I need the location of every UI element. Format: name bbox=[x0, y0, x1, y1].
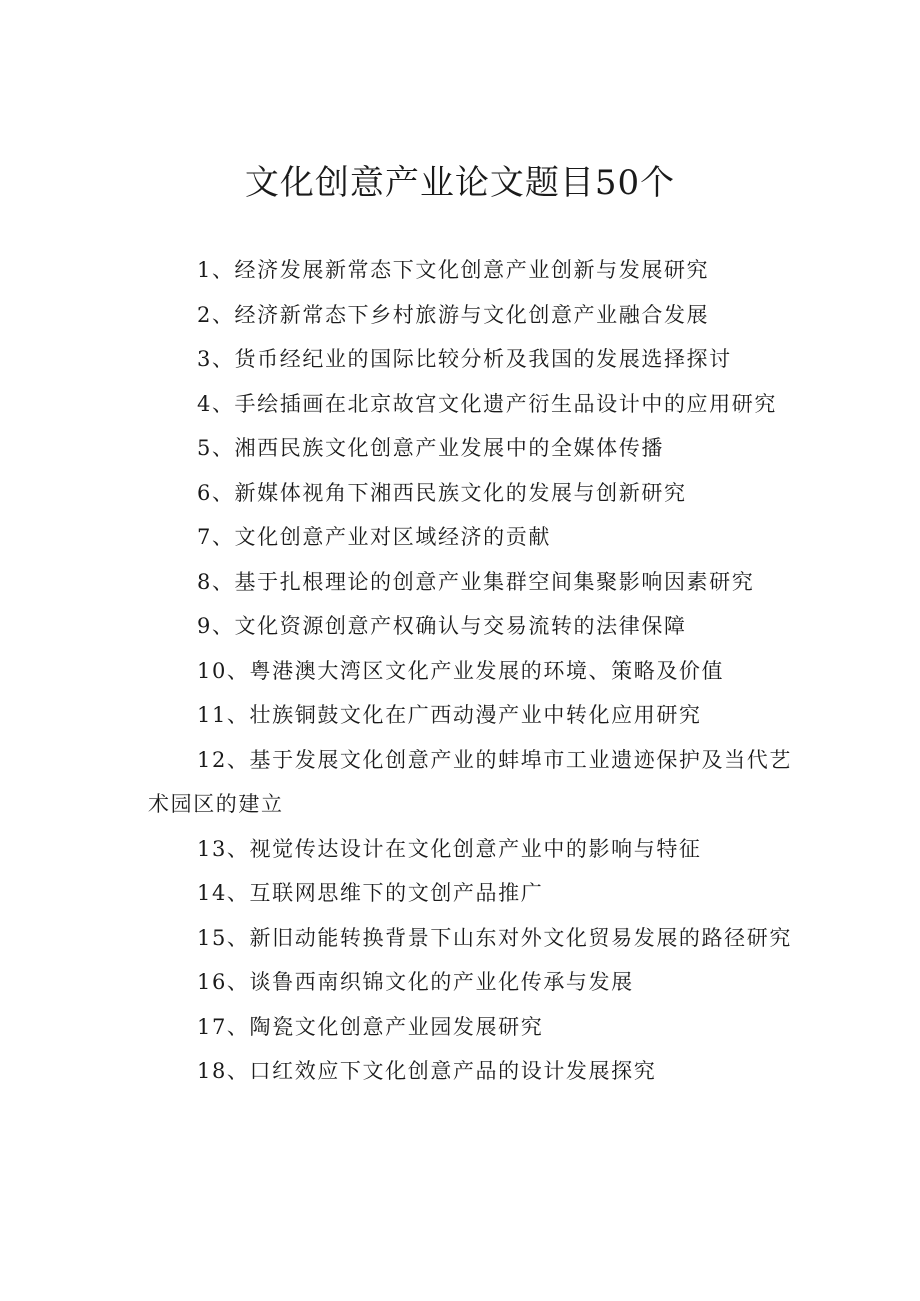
topic-item: 11、壮族铜鼓文化在广西动漫产业中转化应用研究 bbox=[197, 703, 702, 727]
topic-item: 15、新旧动能转换背景下山东对外文化贸易发展的路径研究 bbox=[197, 925, 792, 950]
topic-item: 13、视觉传达设计在文化创意产业中的影响与特征 bbox=[197, 836, 702, 861]
topic-item: 6、新媒体视角下湘西民族文化的发展与创新研究 bbox=[197, 480, 687, 505]
topic-item: 10、粤港澳大湾区文化产业发展的环境、策略及价值 bbox=[197, 658, 725, 683]
topic-item: 4、手绘插画在北京故宫文化遗产衍生品设计中的应用研究 bbox=[197, 391, 777, 416]
topic-item: 16、谈鲁西南织锦文化的产业化传承与发展 bbox=[197, 970, 634, 994]
topic-item: 5、湘西民族文化创意产业发展中的全媒体传播 bbox=[197, 436, 664, 460]
topic-item: 8、基于扎根理论的创意产业集群空间集聚影响因素研究 bbox=[197, 569, 755, 594]
topic-list bbox=[148, 248, 808, 1094]
topic-item: 7、文化创意产业对区域经济的贡献 bbox=[197, 525, 551, 549]
topic-item: 14、互联网思维下的文创产品推广 bbox=[197, 881, 544, 905]
document-title: 文化创意产业论文题目50个 bbox=[244, 163, 676, 203]
topic-item: 3、货币经纪业的国际比较分析及我国的发展选择探讨 bbox=[197, 347, 732, 371]
topic-item: 12、基于发展文化创意产业的蚌埠市工业遗迹保护及当代艺术园区的建立 bbox=[148, 747, 792, 816]
topic-item: 18、口红效应下文化创意产品的设计发展探究 bbox=[197, 1059, 657, 1083]
topic-item: 1、经济发展新常态下文化创意产业创新与发展研究 bbox=[197, 258, 710, 282]
topic-item: 17、陶瓷文化创意产业园发展研究 bbox=[197, 1014, 544, 1039]
topic-item: 2、经济新常态下乡村旅游与文化创意产业融合发展 bbox=[197, 302, 710, 327]
topic-item: 9、文化资源创意产权确认与交易流转的法律保障 bbox=[197, 614, 687, 638]
